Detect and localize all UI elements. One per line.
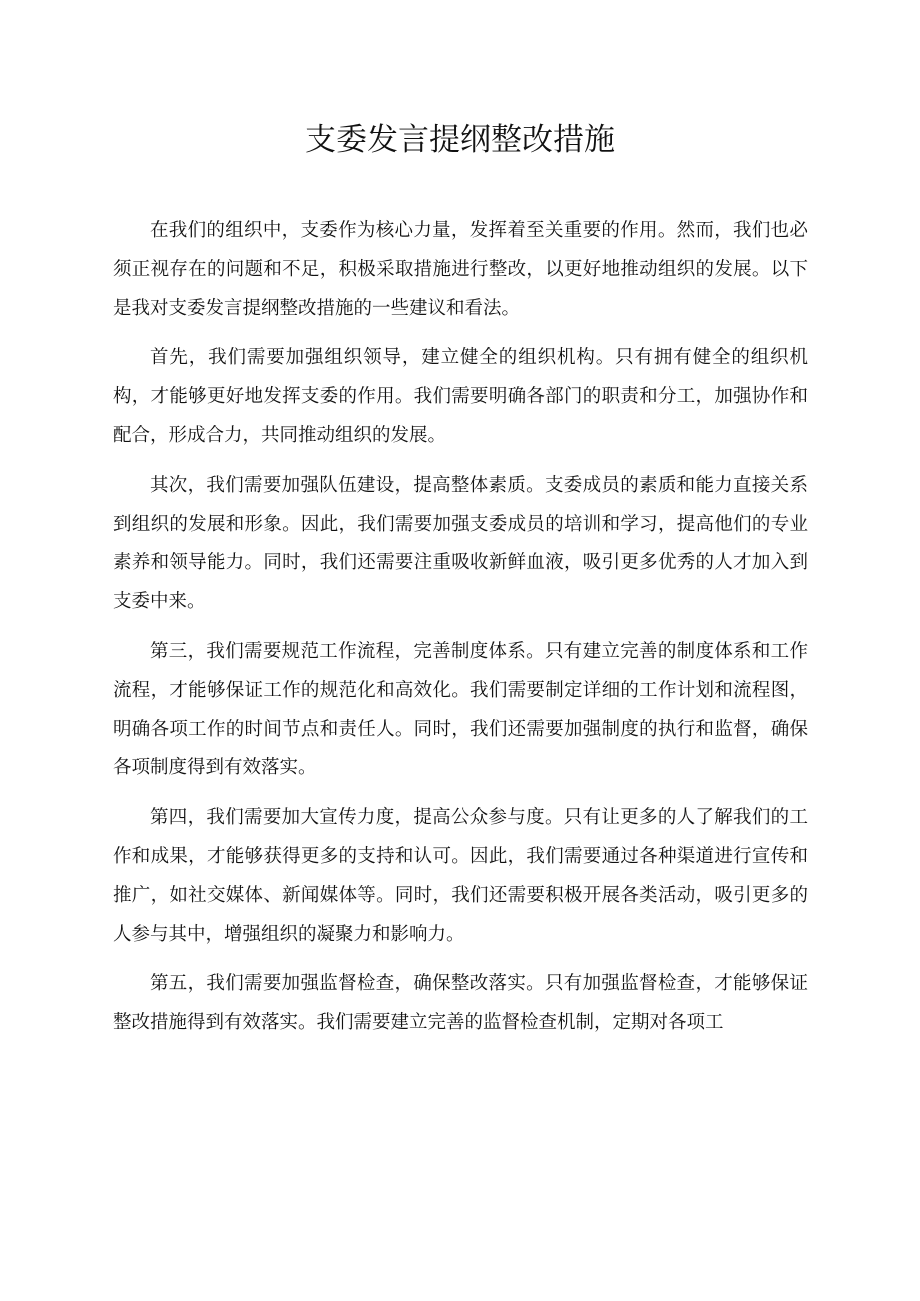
paragraph-intro: 在我们的组织中，支委作为核心力量，发挥着至关重要的作用。然而，我们也必须正视存在的问题和不足，积极采取措施进行整改，以更好地推动组织的发展。以下是我对支委发言提纲整改措施的一些建议和看法。 <box>113 220 808 319</box>
document-body <box>113 212 808 1054</box>
paragraph-second: 其次，我们需要加强队伍建设，提高整体素质。支委成员的素质和能力直接关系到组织的发展和形象。因此，我们需要加强支委成员的培训和学习，提高他们的专业素养和领导能力。同时，我们还需要注重吸收新鲜血液，吸引更多优秀的人才加入到支委中来。 <box>113 474 808 613</box>
paragraph-fourth: 第四，我们需要加大宣传力度，提高公众参与度。只有让更多的人了解我们的工作和成果，才能够获得更多的支持和认可。因此，我们需要通过各种渠道进行宣传和推广，如社交媒体、新闻媒体等。同时，我们还需要积极开展各类活动，吸引更多的人参与其中，增强组织的凝聚力和影响力。 <box>113 807 808 945</box>
document-title: 支委发言提纲整改措施 <box>305 122 615 158</box>
paragraph-third: 第三，我们需要规范工作流程，完善制度体系。只有建立完善的制度体系和工作流程，才能够保证工作的规范化和高效化。我们需要制定详细的工作计划和流程图，明确各项工作的时间节点和责任人。同时，我们还需要加强制度的执行和监督，确保各项制度得到有效落实。 <box>113 640 808 779</box>
paragraph-first: 首先，我们需要加强组织领导，建立健全的组织机构。只有拥有健全的组织机构，才能够更好地发挥支委的作用。我们需要明确各部门的职责和分工，加强协作和配合，形成合力，共同推动组织的发展。 <box>113 347 808 446</box>
paragraph-fifth: 第五，我们需要加强监督检查，确保整改落实。只有加强监督检查，才能够保证整改措施得到有效落实。我们需要建立完善的监督检查机制，定期对各项工 <box>113 973 808 1034</box>
